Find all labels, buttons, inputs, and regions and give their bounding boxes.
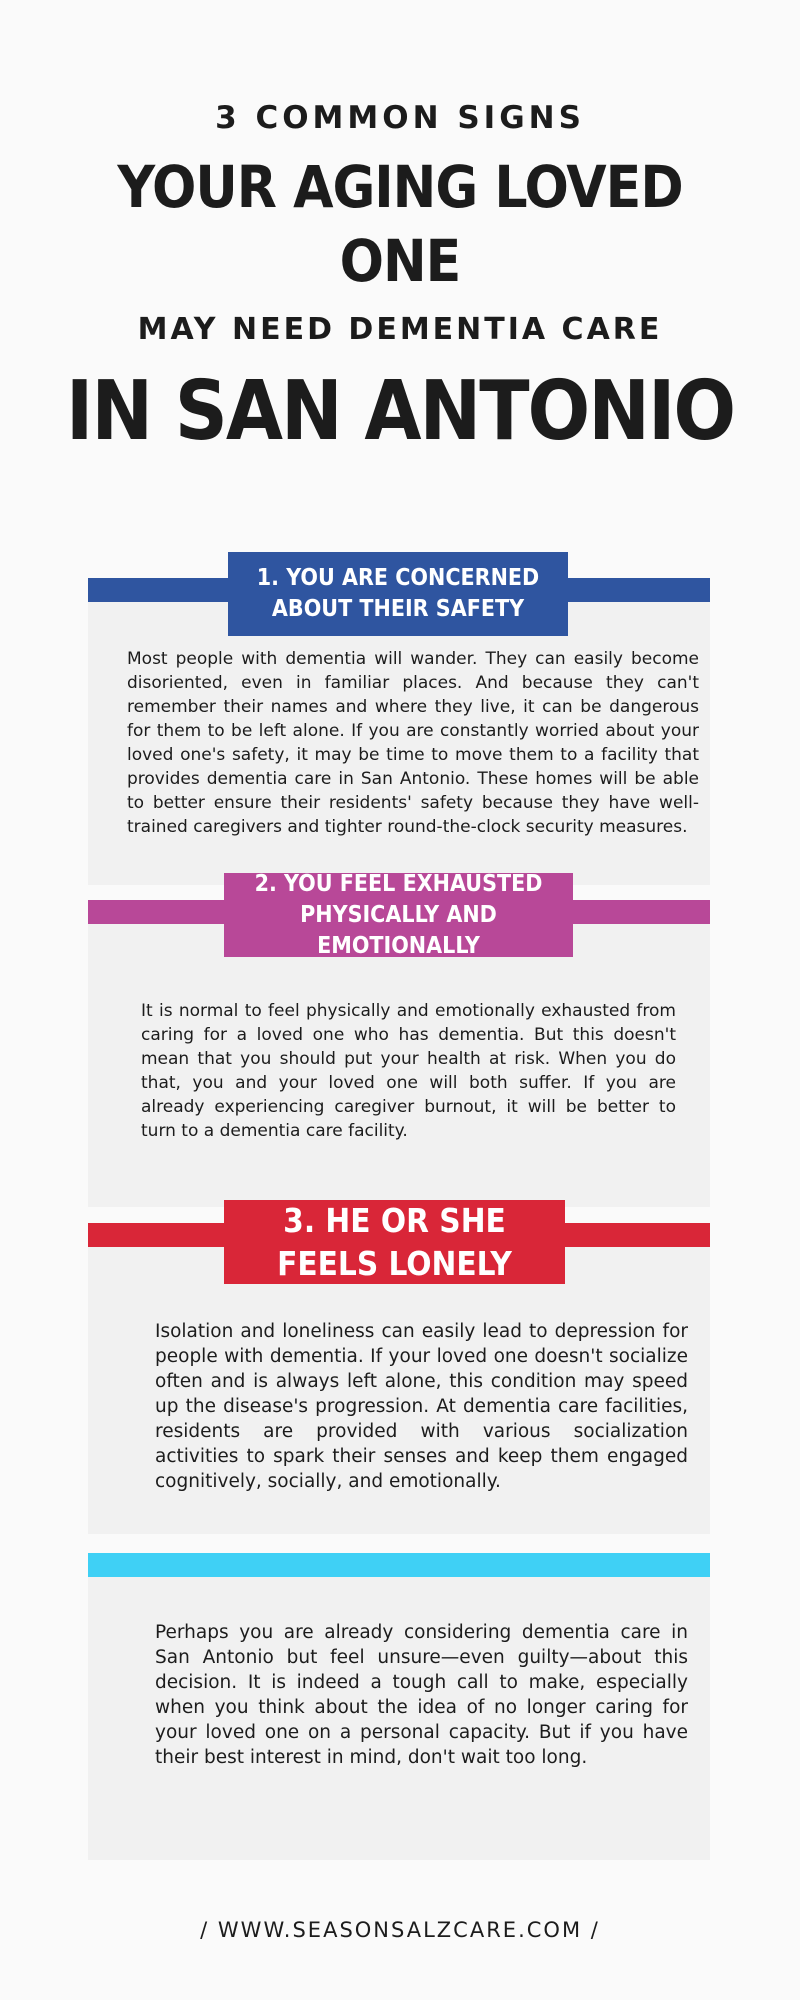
section-1-body: Most people with dementia will wander. They can easily become disoriented, even in familiar places. And because they can't remember their names and where they live, it can be dangerous for them to be left alone. If you are constantly worried about your loved one's safety, it may be time to move them to a facility that provides dementia care in San Antonio. These homes will be able to better ensure their residents' safety because they have well-trained caregivers and tighter round-the-clock security measures. [127, 649, 699, 837]
section-1-label [228, 552, 568, 636]
section-3-label [224, 1200, 565, 1284]
subtitle-text: MAY NEED DEMENTIA CARE [137, 312, 663, 347]
section-1-label-line2: ABOUT THEIR SAFETY [271, 596, 525, 622]
main-title-line2: ONE [339, 227, 461, 295]
main-title [0, 150, 800, 298]
section-2-label [224, 870, 573, 959]
section-4-body: Perhaps you are already considering dementia care in San Antonio but feel unsure—even guilty—about this decision. It is indeed a tough call to make, especially when you think about the idea of no longer caring for your loved one on a personal capacity. But if you have their best interest in mind, don't wait too long. [155, 1622, 688, 1768]
location-title: IN SAN ANTONIO [65, 364, 735, 459]
section-3-body: Isolation and loneliness can easily lead to depression for people with dementia. If your loved one doesn't socialize often and is always left alone, this condition may speed up the disease's progression. At dementia care facilities, residents are provided with various socialization activities to spark their senses and keep them engaged cognitively, socially, and emotionally. [155, 1321, 688, 1492]
section-4-bar [88, 1553, 710, 1577]
section-3-label-line2: FEELS LONELY [277, 1244, 512, 1283]
website-url[interactable]: / WWW.SEASONSALZCARE.COM / [200, 1918, 600, 1942]
section-2-body: It is normal to feel physically and emotionally exhausted from caring for a loved one who has dementia. But this doesn't mean that you should put your health at risk. When you do that, you and your loved one will both suffer. If you are already experiencing caregiver burnout, it will be better to turn to a dementia care facility. [141, 1001, 676, 1141]
section-1-label-line1: 1. YOU ARE CONCERNED [256, 565, 540, 591]
section-2-label-line2: PHYSICALLY AND EMOTIONALLY [300, 901, 497, 959]
kicker-text: 3 COMMON SIGNS [215, 100, 585, 136]
section-2-label-line1: 2. YOU FEEL EXHAUSTED [254, 870, 543, 897]
section-3-label-line1: 3. HE OR SHE [283, 1201, 506, 1240]
main-title-line1: YOUR AGING LOVED [117, 153, 683, 221]
